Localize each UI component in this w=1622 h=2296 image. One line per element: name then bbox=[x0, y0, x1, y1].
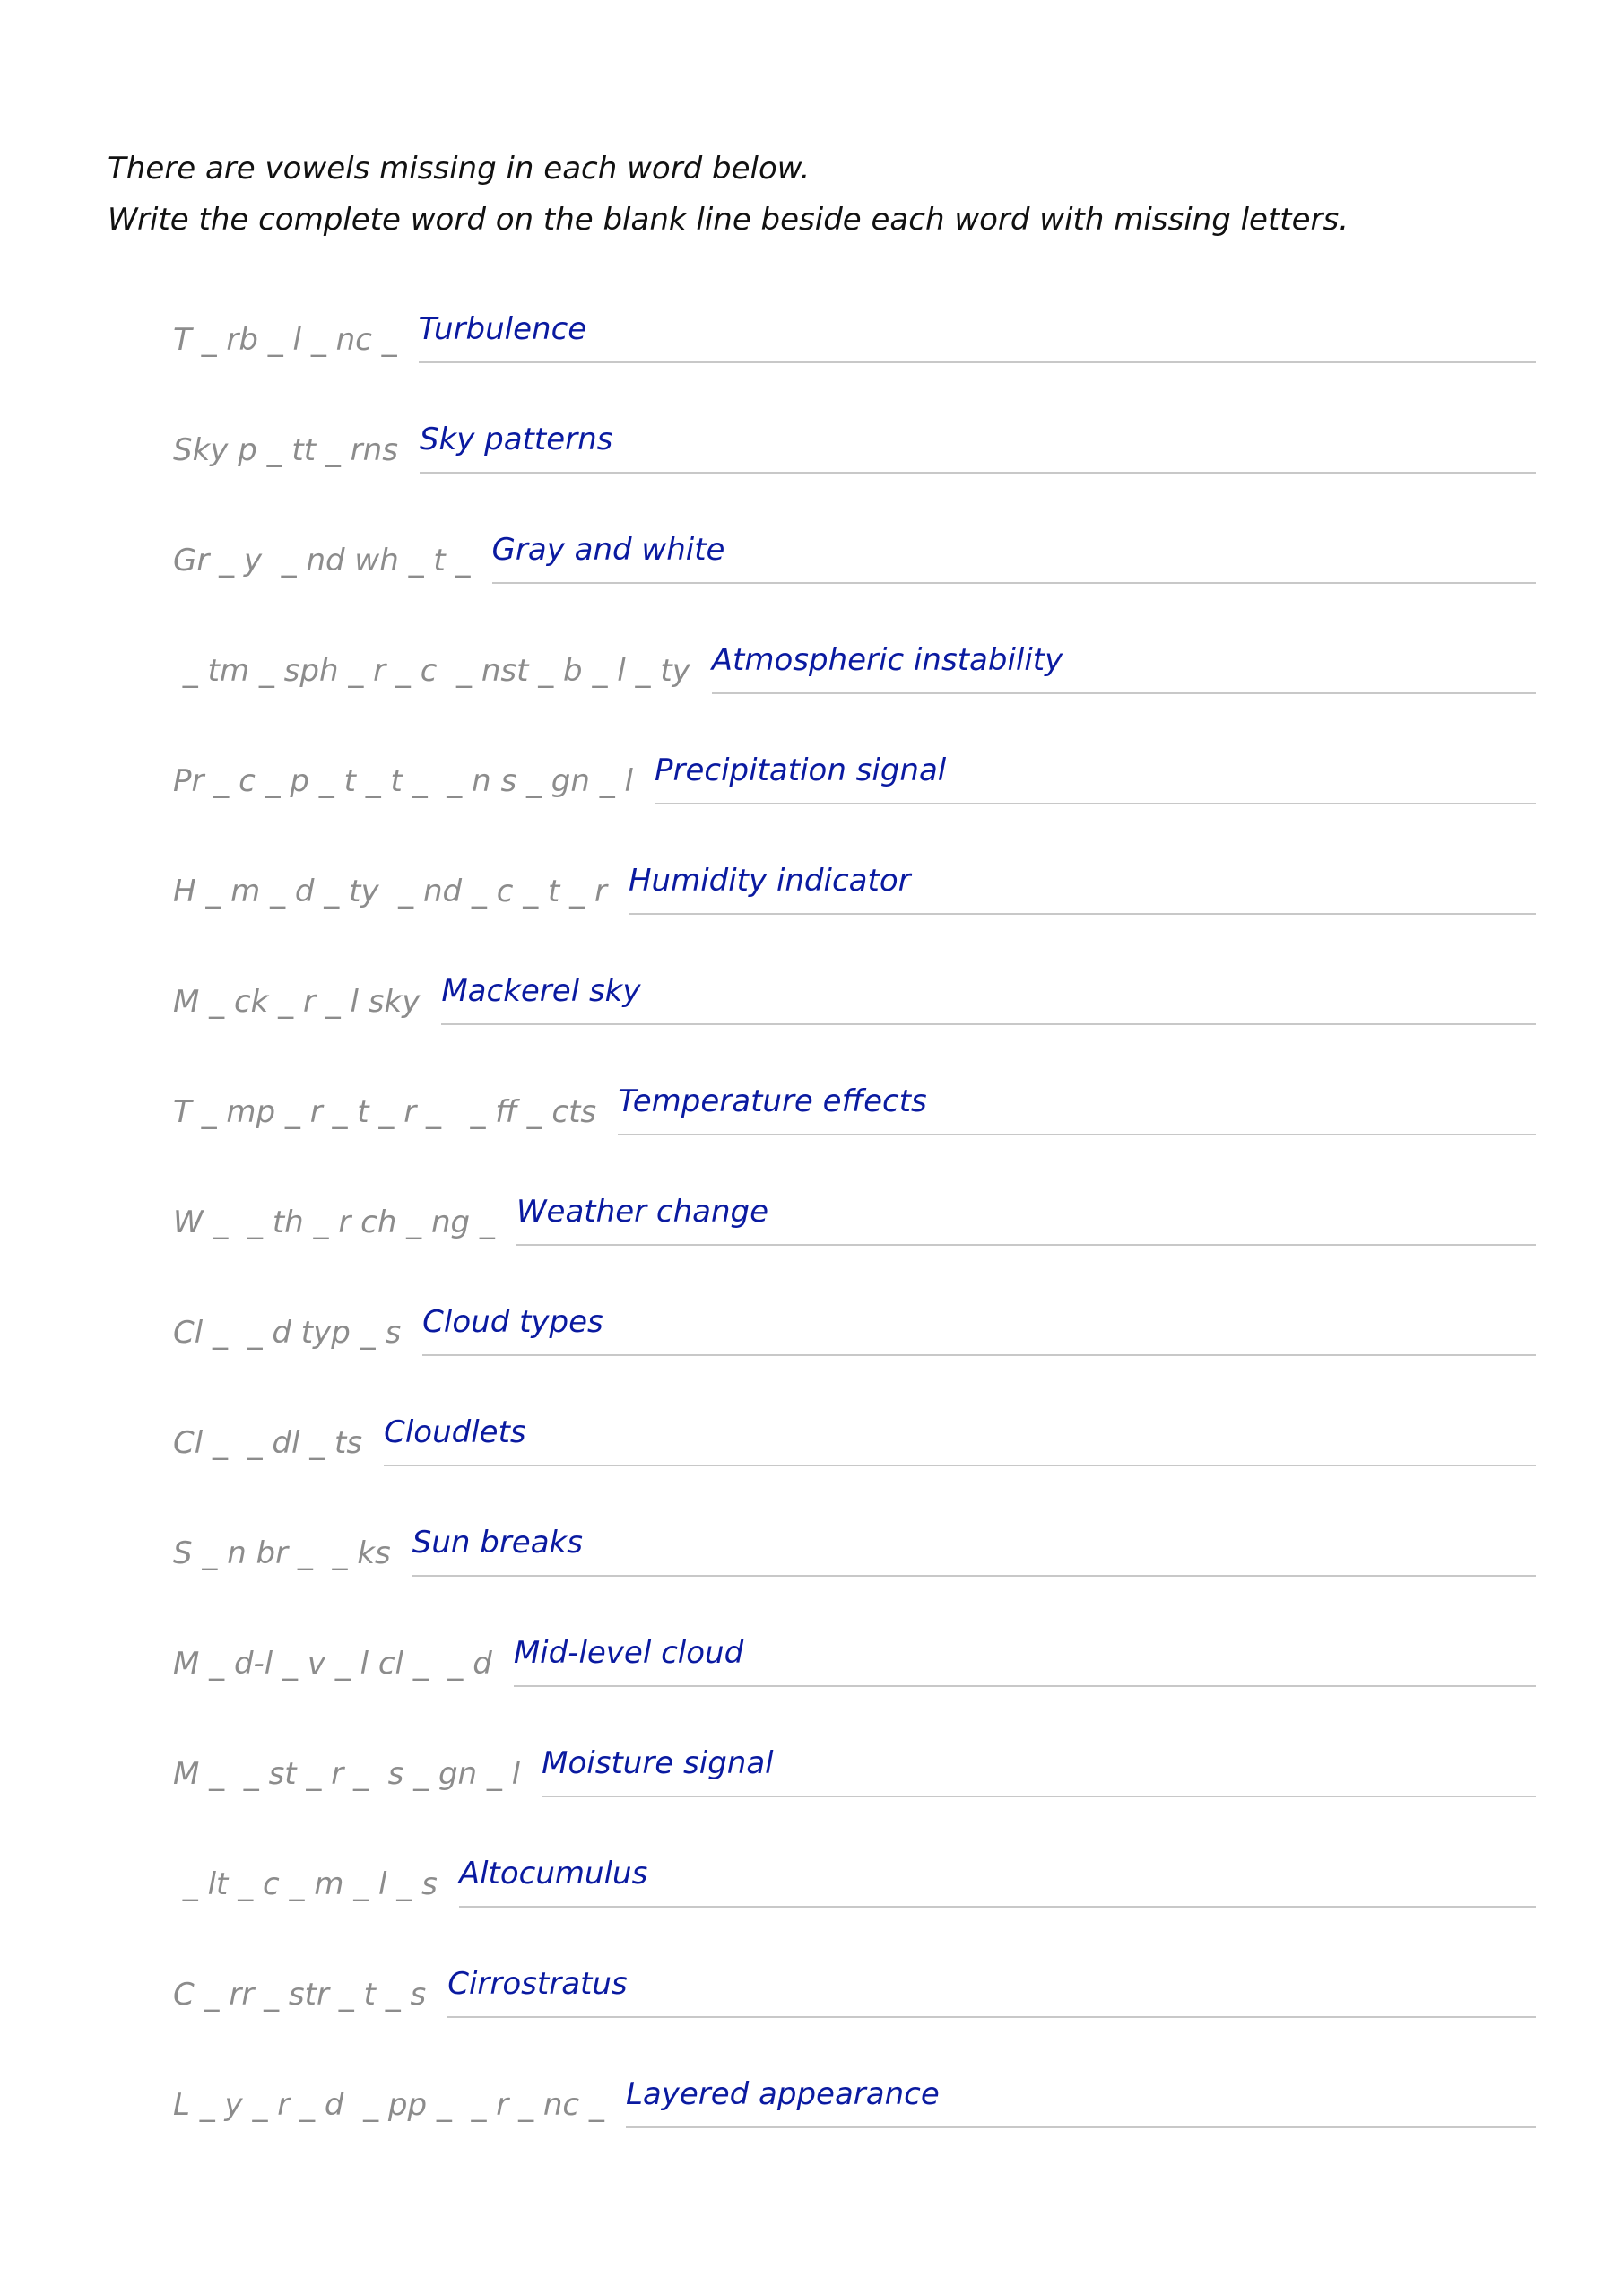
answer-line[interactable]: Moisture signal bbox=[542, 1740, 1536, 1797]
answer-line[interactable]: Mackerel sky bbox=[441, 968, 1536, 1025]
answer-line[interactable]: Mid-level cloud bbox=[514, 1630, 1536, 1687]
answer-line[interactable]: Turbulence bbox=[419, 306, 1536, 363]
missing-vowel-word: Sky p _ tt _ rns bbox=[173, 432, 398, 468]
instruction-line-1: There are vowels missing in each word below. bbox=[108, 151, 811, 187]
exercise-row bbox=[173, 1797, 1536, 1908]
missing-vowel-word: M _ ck _ r _ l sky bbox=[173, 984, 421, 1020]
answer-line[interactable]: Weather change bbox=[516, 1188, 1536, 1246]
missing-vowel-word: Pr _ c _ p _ t _ t _ _ n s _ gn _ l bbox=[173, 763, 633, 799]
missing-vowel-word: Cl _ _ d typ _ s bbox=[173, 1315, 402, 1351]
missing-vowel-word: Cl _ _ dl _ ts bbox=[173, 1425, 363, 1461]
exercise-row bbox=[173, 804, 1536, 915]
exercise-row bbox=[173, 1577, 1536, 1687]
answer-line[interactable]: Sun breaks bbox=[412, 1519, 1536, 1577]
answer-line[interactable]: Cloudlets bbox=[384, 1409, 1536, 1466]
answer-line[interactable]: Sky patterns bbox=[420, 416, 1536, 474]
answer-line[interactable]: Cirrostratus bbox=[447, 1961, 1536, 2018]
missing-vowel-word: C _ rr _ str _ t _ s bbox=[173, 1977, 427, 2013]
exercise-row bbox=[173, 474, 1536, 584]
exercise-row bbox=[173, 694, 1536, 804]
exercise-row bbox=[173, 1246, 1536, 1356]
exercise-row bbox=[173, 1135, 1536, 1246]
exercise-row bbox=[173, 363, 1536, 474]
instruction-line-2: Write the complete word on the blank line beside each word with missing letters. bbox=[108, 202, 1349, 238]
missing-vowel-word: L _ y _ r _ d _ pp _ _ r _ nc _ bbox=[173, 2087, 604, 2123]
answer-line[interactable]: Temperature effects bbox=[618, 1078, 1536, 1135]
exercise-row bbox=[173, 1908, 1536, 2018]
missing-vowel-word: _ tm _ sph _ r _ c _ nst _ b _ l _ ty bbox=[173, 653, 690, 689]
missing-vowel-word: Gr _ y _ nd wh _ t _ bbox=[173, 543, 471, 578]
missing-vowel-word: T _ mp _ r _ t _ r _ _ ff _ cts bbox=[173, 1094, 597, 1130]
exercise-row bbox=[173, 2018, 1536, 2128]
answer-line[interactable]: Cloud types bbox=[422, 1299, 1536, 1356]
exercise-list bbox=[173, 296, 1536, 2128]
exercise-row bbox=[173, 1687, 1536, 1797]
answer-line[interactable]: Layered appearance bbox=[626, 2071, 1536, 2128]
exercise-row bbox=[173, 1025, 1536, 1135]
answer-line[interactable]: Atmospheric instability bbox=[712, 637, 1536, 694]
missing-vowel-word: M _ _ st _ r _ s _ gn _ l bbox=[173, 1756, 521, 1792]
missing-vowel-word: _ lt _ c _ m _ l _ s bbox=[173, 1866, 438, 1902]
exercise-row bbox=[173, 915, 1536, 1025]
exercise-row bbox=[173, 1356, 1536, 1466]
answer-line[interactable]: Gray and white bbox=[492, 526, 1536, 584]
answer-line[interactable]: Precipitation signal bbox=[655, 747, 1536, 804]
instructions bbox=[108, 144, 1506, 246]
exercise-row bbox=[173, 1466, 1536, 1577]
missing-vowel-word: S _ n br _ _ ks bbox=[173, 1535, 391, 1571]
missing-vowel-word: M _ d-l _ v _ l cl _ _ d bbox=[173, 1646, 492, 1682]
exercise-row bbox=[173, 296, 1536, 363]
answer-line[interactable]: Humidity indicator bbox=[629, 857, 1536, 915]
missing-vowel-word: H _ m _ d _ ty _ nd _ c _ t _ r bbox=[173, 874, 607, 909]
missing-vowel-word: T _ rb _ l _ nc _ bbox=[173, 322, 397, 358]
exercise-row bbox=[173, 584, 1536, 694]
missing-vowel-word: W _ _ th _ r ch _ ng _ bbox=[173, 1205, 495, 1240]
answer-line[interactable]: Altocumulus bbox=[459, 1850, 1536, 1908]
